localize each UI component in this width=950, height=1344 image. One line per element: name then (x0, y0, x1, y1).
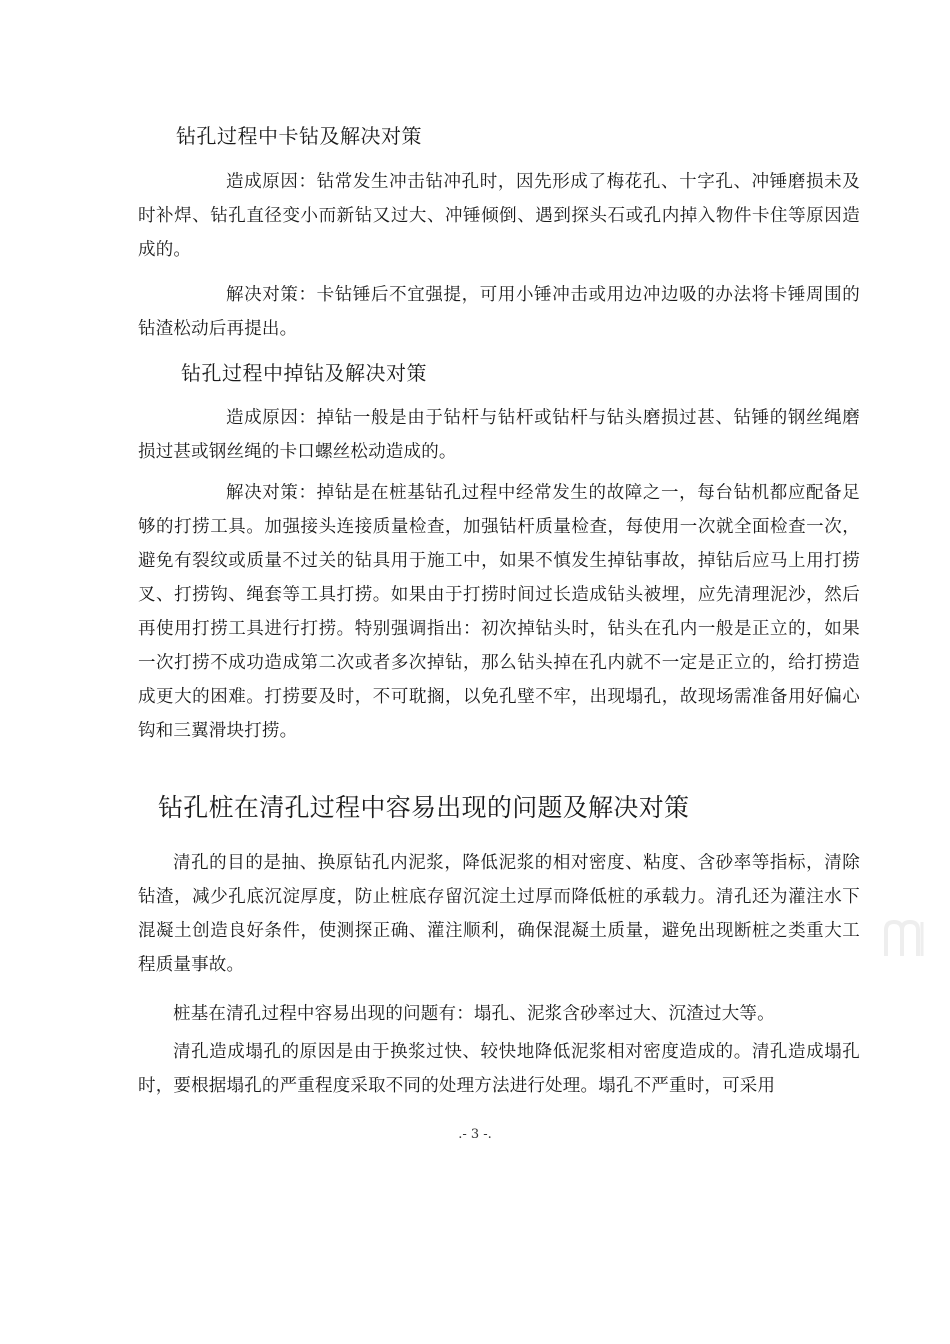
paragraph-dropped-drill-solution: 解决对策：掉钻是在桩基钻孔过程中经常发生的故障之一，每台钻机都应配备足够的打捞工具。加强接头连接质量检查，加强钻杆质量检查，每使用一次就全面检查一次，避免有裂纹或质量不过关的钻具用于施工中，如果不慎发生掉钻事故，掉钻后应马上用打捞叉、打捞钩、绳套等工具打捞。如果由于打捞时间过长造成钻头被埋，应先清理泥沙，然后再使用打捞工具进行打捞。特别强调指出：初次掉钻头时，钻头在孔内一般是正立的，如果一次打捞不成功造成第二次或者多次掉钻，那么钻头掉在孔内就不一定是正立的，给打捞造成更大的困难。打捞要及时，不可耽搁，以免孔壁不牢，出现塌孔，故现场需准备用好偏心钩和三翼滑块打捞。 (138, 483, 860, 741)
paragraph-hole-cleaning-problems: 桩基在清孔过程中容易出现的问题有：塌孔、泥浆含砂率过大、沉渣过大等。 (173, 1004, 775, 1024)
paragraph-hole-cleaning-collapse: 清孔造成塌孔的原因是由于换浆过快、较快地降低泥浆相对密度造成的。清孔造成塌孔时，要根据塌孔的严重程度采取不同的处理方法进行处理。塌孔不严重时，可采用 (138, 1042, 860, 1096)
paragraph-hole-cleaning-purpose: 清孔的目的是抽、换原钻孔内泥浆，降低泥浆的相对密度、粘度、含砂率等指标，清除钻渣，减少孔底沉淀厚度，防止桩底存留沉淀土过厚而降低桩的承载力。清孔还为灌注水下混凝土创造良好条件，使测探正确、灌注顺利，确保混凝土质量，避免出现断桩之类重大工程质量事故。 (138, 853, 860, 975)
paragraph-dropped-drill-cause: 造成原因：掉钻一般是由于钻杆与钻杆或钻杆与钻头磨损过甚、钻锤的钢丝绳磨损过甚或钢丝绳的卡口螺丝松动造成的。 (138, 408, 860, 462)
section-heading-stuck-drill: 钻孔过程中卡钻及解决对策 (176, 124, 422, 148)
paragraph-stuck-drill-solution: 解决对策：卡钻锤后不宜强提，可用小锤冲击或用边冲边吸的办法将卡锤周围的钻渣松动后再提出。 (138, 285, 860, 339)
watermark-logo (880, 912, 930, 962)
page-number: .- 3 -. (458, 1127, 492, 1142)
section-heading-hole-cleaning: 钻孔桩在清孔过程中容易出现的问题及解决对策 (158, 793, 690, 822)
section-heading-dropped-drill: 钻孔过程中掉钻及解决对策 (181, 361, 427, 385)
paragraph-stuck-drill-cause: 造成原因：钻常发生冲击钻冲孔时，因先形成了梅花孔、十字孔、冲锤磨损未及时补焊、钻孔直径变小而新钻又过大、冲锤倾倒、遇到探头石或孔内掉入物件卡住等原因造成的。 (138, 172, 860, 260)
